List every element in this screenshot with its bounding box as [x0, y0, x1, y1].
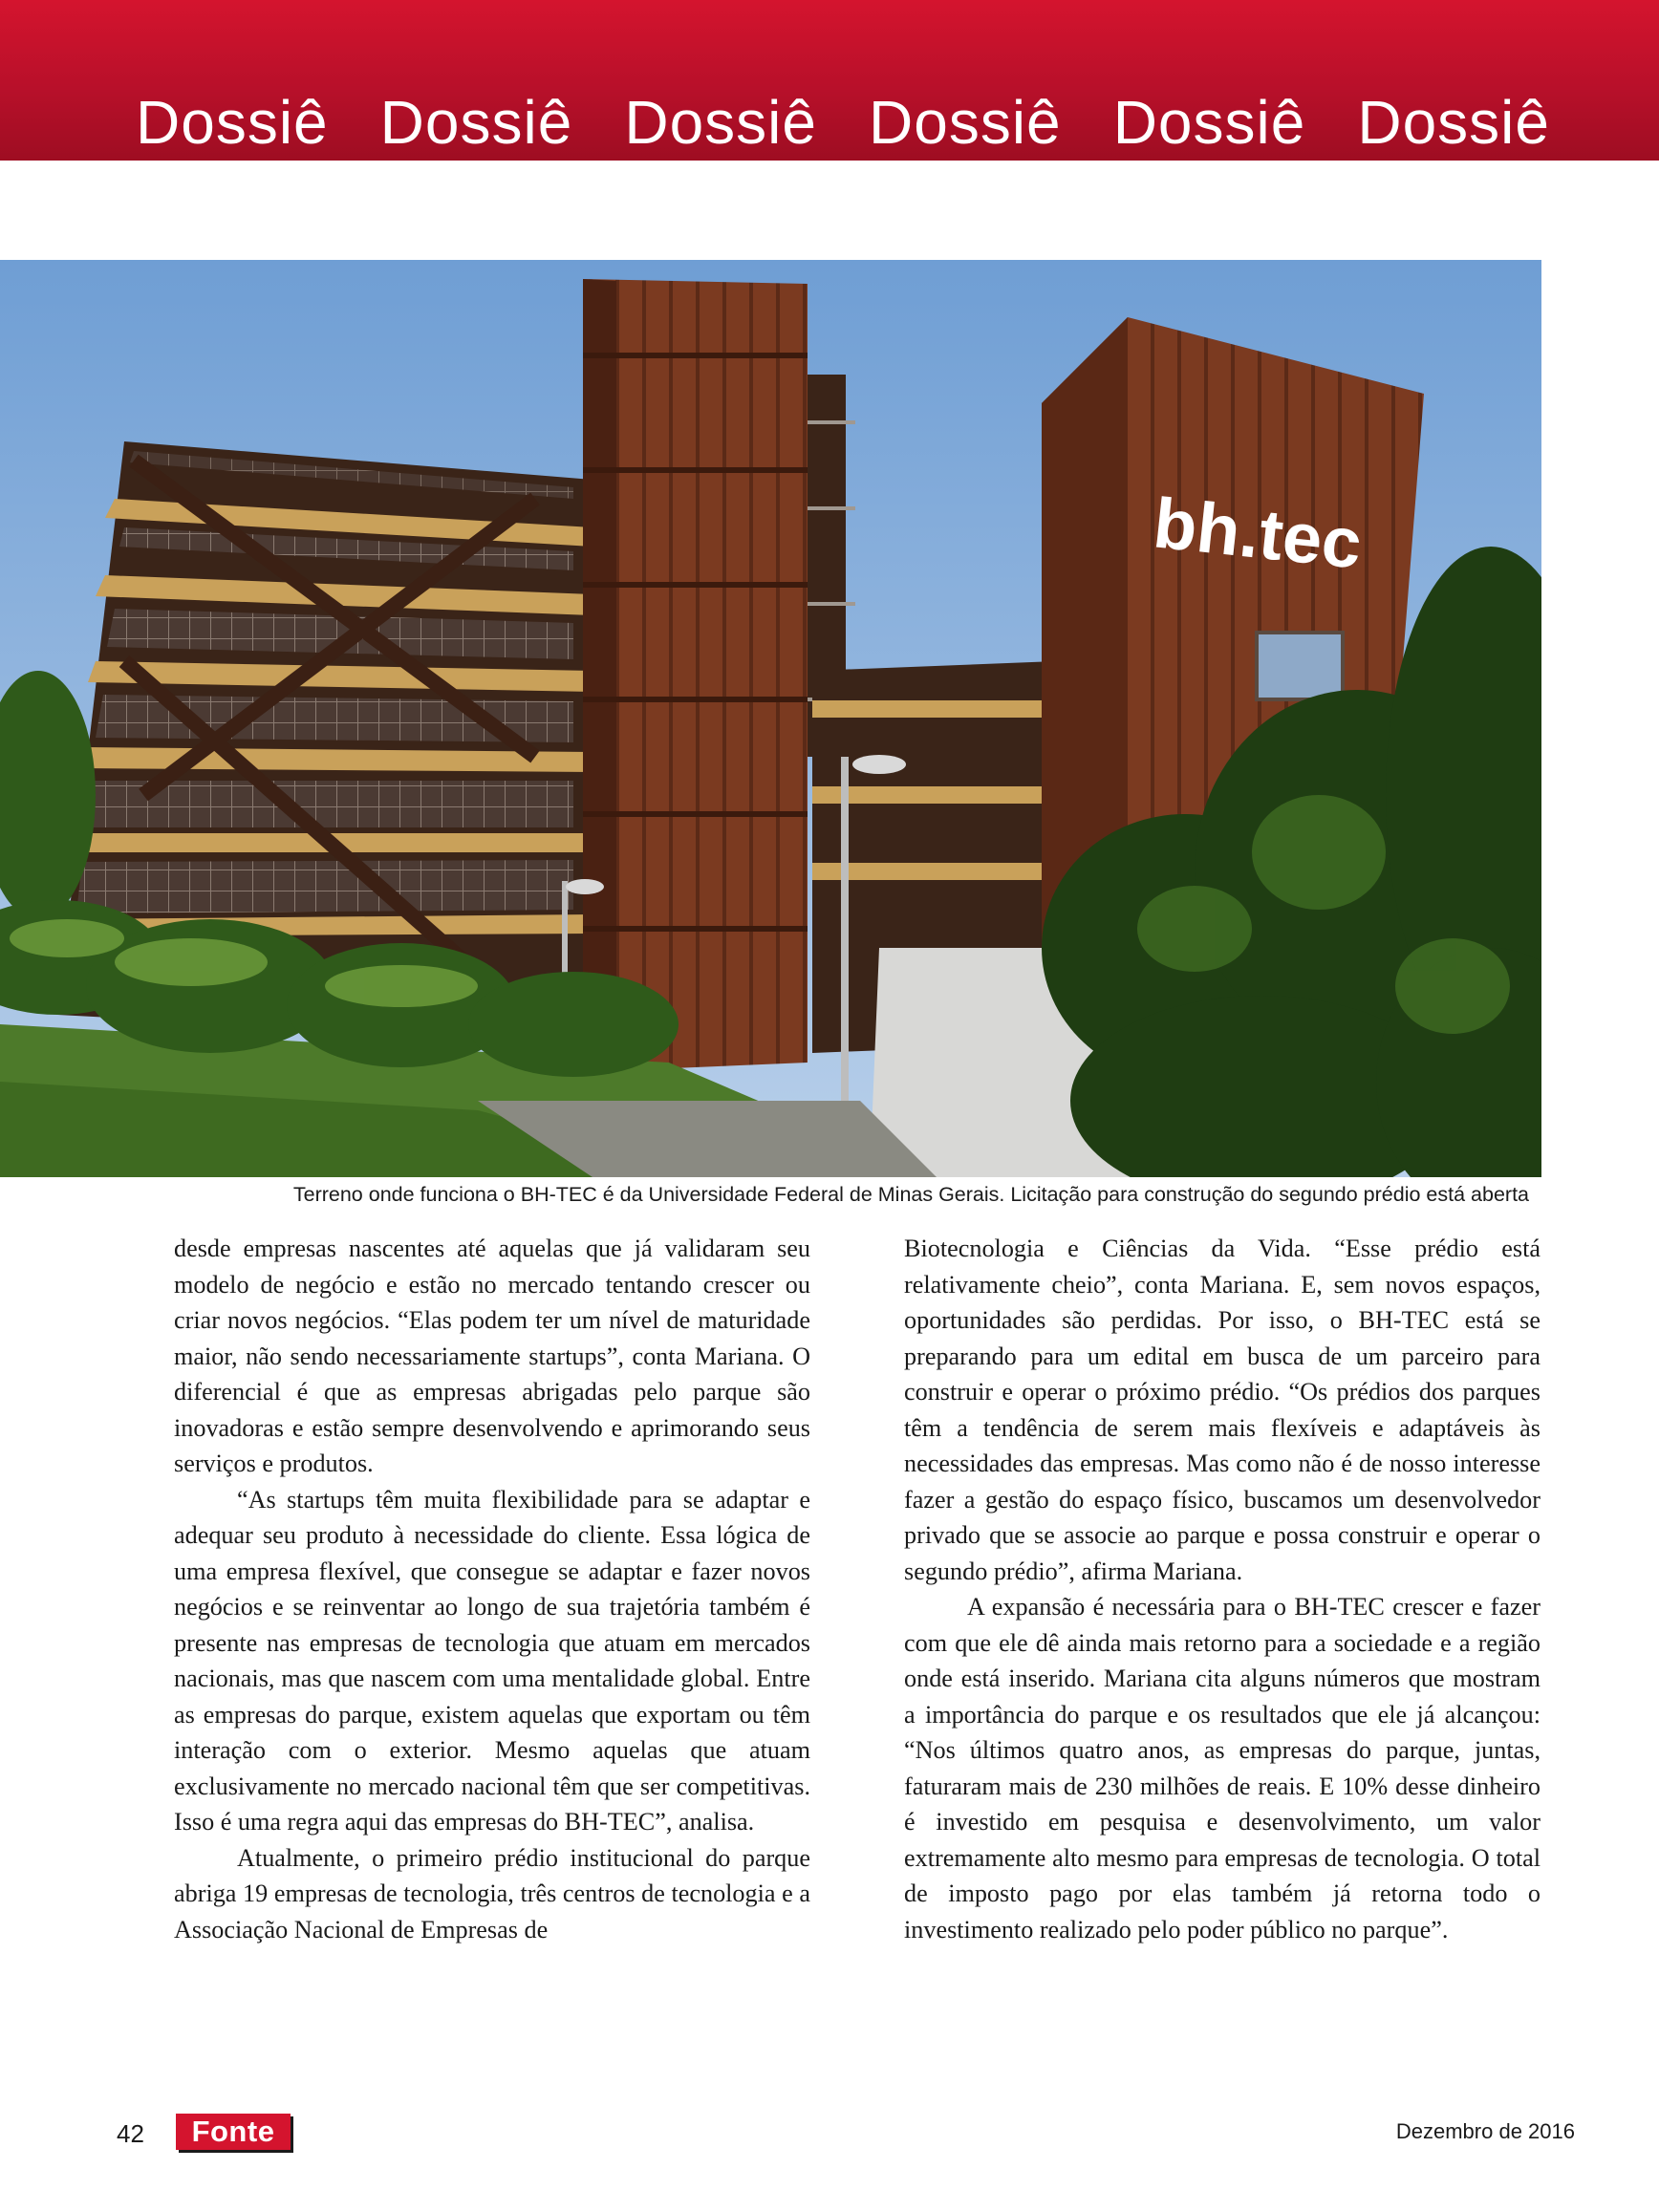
photo-caption: Terreno onde funciona o BH-TEC é da Universidade Federal de Minas Gerais. Licitação para construção do segundo prédio está aberta	[292, 1183, 1529, 1206]
banner-word: Dossiê	[136, 88, 329, 157]
paragraph: Biotecnologia e Ciências da Vida. “Esse prédio está relativamente cheio”, conta Mariana. E, sem novos espaços, oportunidades são perdidas. Por isso, o BH-TEC está se preparando para um edital em busca de um parceiro para construir e operar o próximo prédio. “Os prédios dos parques têm a tendência de serem mais flexíveis e adaptáveis às necessidades das empresas. Mas como não é de nosso interesse fazer a gestão do espaço físico, buscamos um desenvolvedor privado que se associe ao parque e possa construir e operar o segundo prédio”, afirma Mariana.	[904, 1235, 1540, 1585]
bhtec-sign: bh.tec	[1150, 483, 1366, 584]
banner-words	[136, 84, 1550, 161]
section-banner	[0, 0, 1659, 161]
paragraph: “As startups têm muita flexibilidade para se adaptar e adequar seu produto à necessidade do cliente. Essa lógica de uma empresa flexível, que consegue se adaptar e fazer novos negócios e se reinventar ao longo de sua trajetória também é presente nas empresas de tecnologia que atuam em mercados nacionais, mas que nascem com uma mentalidade global. Entre as empresas do parque, existem aquelas que exportam ou têm interação com o exterior. Mesmo aquelas que atuam exclusivamente no mercado nacional têm que ser competitivas. Isso é uma regra aqui das empresas do BH-TEC”, analisa.	[174, 1485, 810, 1836]
paragraph: Atualmente, o primeiro prédio institucional do parque abriga 19 empresas de tecnologia, três centros de tecnologia e a Associação Nacional de Empresas de	[174, 1843, 810, 1944]
issue-date: Dezembro de 2016	[1395, 2119, 1575, 2143]
article-column-right	[904, 1231, 1540, 1947]
paragraph: A expansão é necessária para o BH-TEC crescer e fazer com que ele dê ainda mais retorno para a sociedade e a região onde está inserido. Mariana cita alguns números que mostram a importância do parque e os resultados que ele já alcançou: “Nos últimos quatro anos, as empresas do parque, juntas, faturaram mais de 230 milhões de reais. E 10% desse dinheiro é investido em pesquisa e desenvolvimento, um valor extremamente alto mesmo para empresas de tecnologia. O total de imposto pago por elas também já retorna todo o investimento realizado pelo poder público no parque”.	[904, 1593, 1540, 1944]
building-photo	[0, 260, 1541, 1177]
page-number: 42	[117, 2119, 144, 2148]
paragraph: desde empresas nascentes até aquelas que já validaram seu modelo de negócio e estão no mercado tentando crescer ou criar novos negócios. “Elas podem ter um nível de maturidade maior, não sendo necessariamente startups”, conta Mariana. O diferencial é que as empresas abrigadas pelo parque são inovadoras e estão sempre desenvolvendo e aprimorando seus serviços e produtos.	[174, 1235, 810, 1477]
banner-word: Dossiê	[869, 88, 1062, 157]
building-illustration	[0, 260, 1541, 1177]
banner-word: Dossiê	[379, 88, 573, 157]
magazine-logo: Fonte	[176, 2114, 291, 2150]
article-column-left	[174, 1231, 810, 1947]
banner-word: Dossiê	[1357, 88, 1550, 157]
banner-word: Dossiê	[624, 88, 817, 157]
banner-word: Dossiê	[1112, 88, 1306, 157]
